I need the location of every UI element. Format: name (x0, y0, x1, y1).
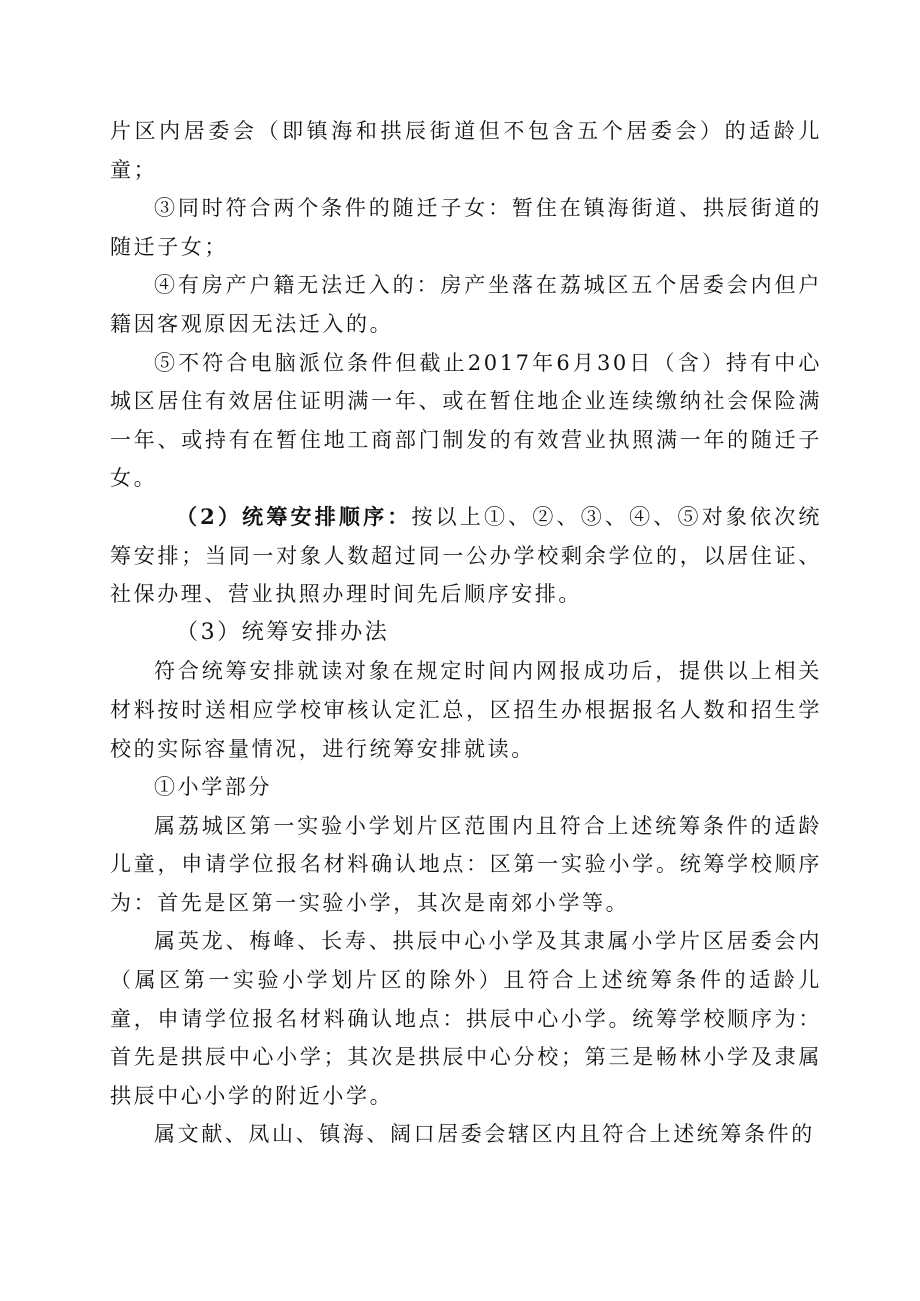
section-heading-arrangement-method: （3）统筹安排办法 (176, 619, 390, 645)
paragraph-wenxian-fengshan: 属文献、凤山、镇海、阔口居委会辖区内且符合上述统筹条件的 (154, 1122, 815, 1147)
paragraph-arrangement-method: 符合统筹安排就读对象在规定时间内网报成功后，提供以上相关材料按时送相应学校审核认定汇总，区招生办根据报名人数和招生学校的实际容量情况，进行统筹安排就读。 (110, 659, 822, 761)
paragraph-arrangement-order (110, 498, 822, 614)
paragraph-gongchen-center-school: 属英龙、梅峰、长寿、拱辰中心小学及其隶属小学片区居委会内（属区第一实验小学划片区的除外）且符合上述统筹条件的适龄儿童，申请学位报名材料确认地点：拱辰中心小学。统筹学校顺序为：首先是拱辰中心小学；其次是拱辰中心分校；第三是畅林小学及隶属拱辰中心小学的附近小学。 (110, 929, 822, 1108)
arrangement-order-heading: （2）统筹安排顺序： (176, 503, 412, 529)
paragraph-item-5: ⑤不符合电脑派位条件但截止2017年6月30日（含）持有中心城区居住有效居住证明满一年、或在暂住地企业连续缴纳社会保险满一年、或持有在暂住地工商部门制发的有效营业执照满一年的随迁子女。 (110, 350, 822, 491)
document-page (110, 112, 822, 1154)
paragraph-continuation: 片区内居委会（即镇海和拱辰街道但不包含五个居委会）的适龄儿童； (110, 119, 822, 182)
paragraph-first-experimental-school: 属荔城区第一实验小学划片区范围内且符合上述统筹条件的适龄儿童，申请学位报名材料确认地点：区第一实验小学。统筹学校顺序为：首先是区第一实验小学，其次是南郊小学等。 (110, 813, 822, 915)
subheading-primary-school: ①小学部分 (154, 775, 272, 800)
paragraph-item-4: ④有房产户籍无法迁入的：房产坐落在荔城区五个居委会内但户籍因客观原因无法迁入的。 (110, 273, 822, 336)
paragraph-item-3: ③同时符合两个条件的随迁子女：暂住在镇海街道、拱辰街道的随迁子女； (110, 196, 822, 259)
arrangement-order-text: 按以上①、②、③、④、⑤对象依次统筹安排；当同一对象人数超过同一公办学校剩余学位的，以居住证、社保办理、营业执照办理时间先后顺序安排。 (110, 504, 822, 607)
